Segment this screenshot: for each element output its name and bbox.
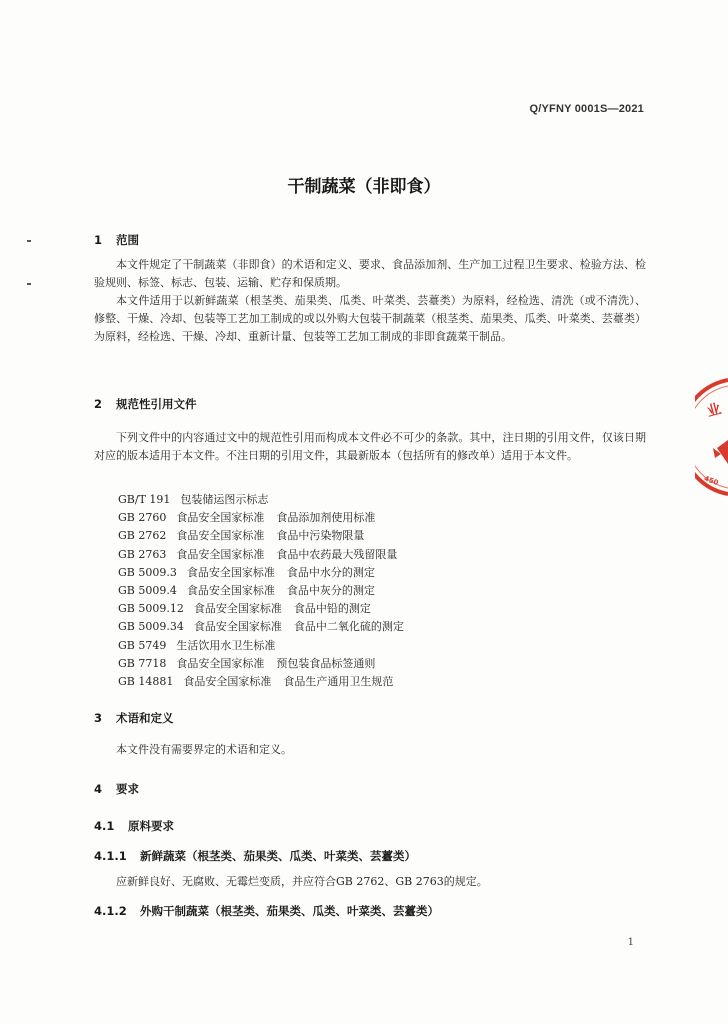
scope-paragraph-2: 本文件适用于以新鲜蔬菜（根茎类、茄果类、瓜类、叶菜类、芸薹类）为原料，经检选、清洗（或不清洗）、修整、干燥、冷却、包装等工艺加工制成的或以外购大包装干制蔬菜（根茎类、茄果类、瓜类、叶菜类、芸薹类）为原料，经检选、干燥、冷却、重新计量、包装等工艺加工制成的非即食蔬菜干制品。 <box>94 294 646 343</box>
reference-code: GB 2760 <box>118 511 167 525</box>
terms-text: 本文件没有需要界定的术语和定义。 <box>116 743 292 756</box>
subsection-heading-4-1 <box>94 818 174 834</box>
reference-subtitle: 预包装食品标签通则 <box>276 656 376 670</box>
section-number: 1 <box>94 233 103 247</box>
standard-code: Q/YFNY 0001S—2021 <box>529 103 644 115</box>
reference-title: 食品安全国家标准 <box>176 529 265 543</box>
reference-item <box>118 673 404 691</box>
page-number: 1 <box>627 937 634 948</box>
reference-title: 食品安全国家标准 <box>186 584 275 598</box>
reference-subtitle: 食品添加剂使用标准 <box>276 511 376 525</box>
reference-item <box>118 655 404 673</box>
reference-title: 生活饮用水卫生标准 <box>176 638 276 652</box>
reference-item <box>118 637 404 655</box>
reference-title: 食品安全国家标准 <box>176 547 265 561</box>
references-intro: 下列文件中的内容通过文中的规范性引用而构成本文件必不可少的条款。其中，注日期的引用文件，仅该日期对应的版本适用于本文件。不注日期的引用文件，其最新版本（包括所有的修改单）适用于本文件。 <box>94 431 646 462</box>
scan-artifact <box>27 240 31 242</box>
subsection-number: 4.1.2 <box>94 904 127 918</box>
reference-item <box>118 582 404 600</box>
reference-subtitle: 食品中二氧化硫的测定 <box>293 620 404 634</box>
subsection-title: 外购干制蔬菜（根茎类、茄果类、瓜类、叶菜类、芸薹类） <box>140 904 439 918</box>
section-number: 4 <box>94 782 103 796</box>
reference-title: 食品安全国家标准 <box>193 620 282 634</box>
subsection-heading-4-1-1 <box>94 848 416 864</box>
section-heading-requirements <box>94 781 139 797</box>
reference-subtitle: 食品中灰分的测定 <box>286 584 375 598</box>
reference-subtitle: 食品中水分的测定 <box>286 565 375 579</box>
reference-title: 食品安全国家标准 <box>186 565 275 579</box>
scope-paragraph-1: 本文件规定了干制蔬菜（非即食）的术语和定义、要求、食品添加剂、生产加工过程卫生要求、检验方法、检验规则、标签、标志、包装、运输、贮存和保质期。 <box>94 258 646 289</box>
reference-item <box>118 546 404 564</box>
reference-item <box>118 600 404 618</box>
reference-code: GB 2762 <box>118 529 167 543</box>
reference-item <box>118 491 404 509</box>
reference-title: 食品安全国家标准 <box>193 602 282 616</box>
subsection-title: 新鲜蔬菜（根茎类、茄果类、瓜类、叶菜类、芸薹类） <box>140 849 416 863</box>
section-title: 范围 <box>116 233 139 247</box>
reference-item <box>118 509 404 527</box>
fresh-vegetable-requirement: 应新鲜良好、无腐败、无霉烂变质，并应符合GB 2762、GB 2763的规定。 <box>116 875 488 888</box>
reference-subtitle: 食品中污染物限量 <box>276 529 365 543</box>
reference-subtitle: 食品中铅的测定 <box>293 602 371 616</box>
section-heading-references <box>94 396 197 412</box>
section-title: 规范性引用文件 <box>116 397 197 411</box>
reference-code: GB 5749 <box>118 638 167 652</box>
reference-title: 食品安全国家标准 <box>176 511 265 525</box>
section-heading-terms <box>94 710 174 726</box>
seal-text: 业 <box>705 401 723 421</box>
reference-code: GB 2763 <box>118 547 167 561</box>
section-heading-scope <box>94 232 139 248</box>
reference-subtitle: 食品生产通用卫生规范 <box>283 675 394 689</box>
seal-stamp-icon <box>695 378 728 496</box>
reference-title: 包装储运图示标志 <box>180 493 269 506</box>
reference-subtitle: 食品中农药最大残留限量 <box>276 547 398 561</box>
reference-code: GB 14881 <box>118 675 174 689</box>
section-title: 要求 <box>116 782 139 796</box>
reference-item <box>118 564 404 582</box>
subsection-number: 4.1.1 <box>94 849 127 863</box>
reference-item <box>118 618 404 636</box>
scan-artifact <box>27 283 31 285</box>
document-title: 干制蔬菜（非即食） <box>287 177 441 197</box>
reference-title: 食品安全国家标准 <box>176 656 265 670</box>
section-number: 3 <box>94 711 103 725</box>
subsection-heading-4-1-2 <box>94 903 439 919</box>
reference-code: GB 5009.12 <box>118 602 184 616</box>
reference-code: GB 5009.34 <box>118 620 184 634</box>
reference-item <box>118 527 404 545</box>
subsection-number: 4.1 <box>94 819 115 833</box>
section-number: 2 <box>94 397 103 411</box>
reference-code: GB 5009.4 <box>118 584 177 598</box>
section-title: 术语和定义 <box>116 711 174 725</box>
reference-code: GB 5009.3 <box>118 565 177 579</box>
reference-code: GB/T 191 <box>118 493 171 506</box>
subsection-title: 原料要求 <box>128 819 174 833</box>
seal-code-fragment: 450 <box>702 474 720 488</box>
reference-code: GB 7718 <box>118 656 167 670</box>
reference-list <box>118 491 404 691</box>
reference-title: 食品安全国家标准 <box>183 675 272 689</box>
